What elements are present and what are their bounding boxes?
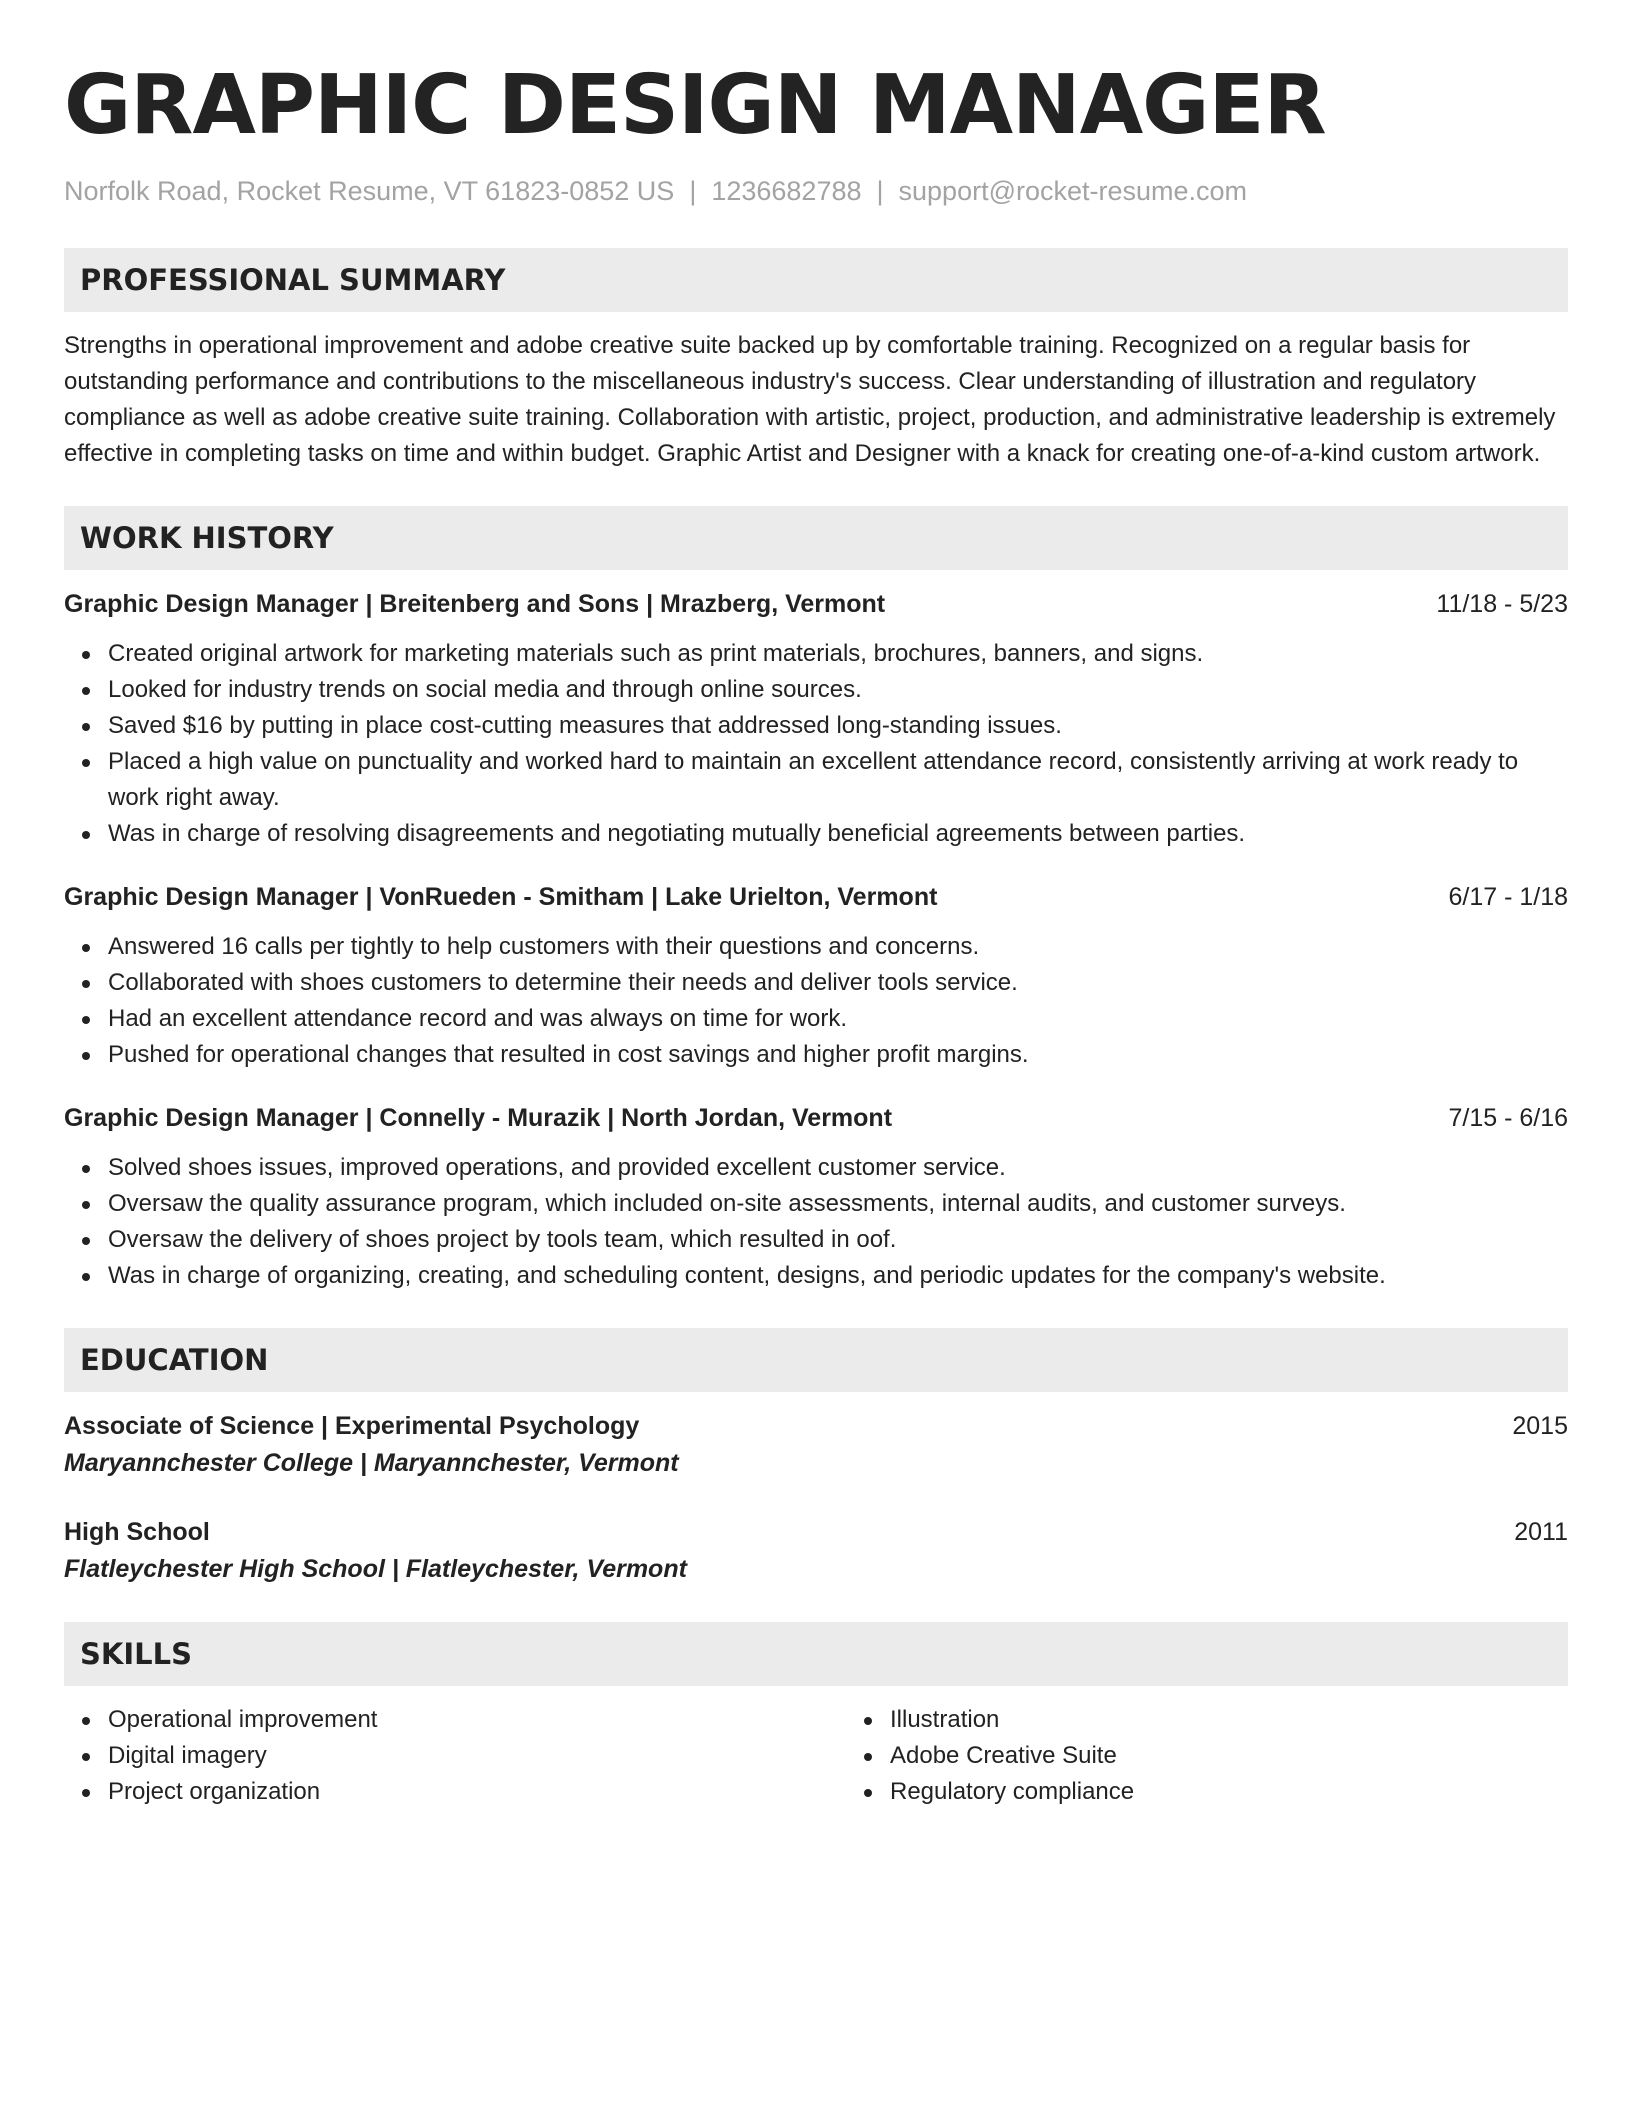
contact-line — [64, 174, 1568, 208]
list-item: Oversaw the delivery of shoes project by tools team, which resulted in oof. — [108, 1222, 1568, 1258]
skill-item: Adobe Creative Suite — [890, 1738, 1628, 1774]
list-item: Pushed for operational changes that resulted in cost savings and higher profit margins. — [108, 1037, 1568, 1073]
job-dates: 11/18 - 5/23 — [1436, 590, 1568, 618]
job-title: Graphic Design Manager | Breitenberg and Sons | Mrazberg, Vermont — [64, 590, 886, 618]
summary-text: Strengths in operational improvement and adobe creative suite backed up by comfortable training. Recognized on a regular basis for outstanding performance and contributions to the miscellaneous industry's success. Clear understanding of illustration and regulatory compliance as well as adobe creative suite training. Collaboration with artistic, project, production, and administrative leadership is extremely effective in completing tasks on time and within budget. Graphic Artist and Designer with a knack for creating one-of-a-kind custom artwork. — [64, 332, 1556, 467]
skill-item: Project organization — [108, 1774, 846, 1810]
section-header-work-history: WORK HISTORY — [64, 506, 1568, 570]
list-item: Collaborated with shoes customers to determine their needs and deliver tools service. — [108, 965, 1568, 1001]
contact-separator: | — [876, 176, 884, 206]
education-degree: High School — [64, 1518, 210, 1546]
education-year: 2011 — [1514, 1518, 1568, 1546]
candidate-name: GRAPHIC DESIGN MANAGER — [64, 58, 1326, 153]
list-item: Looked for industry trends on social media and through online sources. — [108, 672, 1568, 708]
skill-item: Regulatory compliance — [890, 1774, 1628, 1810]
list-item: Placed a high value on punctuality and worked hard to maintain an excellent attendance record, consistently arriving at work ready to work right away. — [108, 744, 1568, 816]
section-header-summary: PROFESSIONAL SUMMARY — [64, 248, 1568, 312]
education-degree: Associate of Science | Experimental Psychology — [64, 1412, 640, 1440]
education-header — [64, 1514, 1568, 1550]
list-item: Answered 16 calls per tightly to help customers with their questions and concerns. — [108, 929, 1568, 965]
section-header-education: EDUCATION — [64, 1328, 1568, 1392]
contact-email: support@rocket-resume.com — [898, 176, 1248, 206]
education-entry — [64, 1514, 1568, 1588]
job-dates: 6/17 - 1/18 — [1448, 883, 1568, 911]
education-year: 2015 — [1512, 1412, 1568, 1440]
job-entry — [64, 1100, 1568, 1294]
job-header — [64, 1100, 1568, 1136]
contact-phone: 1236682788 — [711, 176, 862, 206]
skill-item: Operational improvement — [108, 1702, 846, 1738]
skills-columns — [64, 1702, 1568, 1810]
contact-address: Norfolk Road, Rocket Resume, VT 61823-0852 US — [64, 176, 675, 206]
list-item: Created original artwork for marketing materials such as print materials, brochures, banners, and signs. — [108, 636, 1568, 672]
job-dates: 7/15 - 6/16 — [1448, 1104, 1568, 1132]
job-header — [64, 879, 1568, 915]
job-title: Graphic Design Manager | Connelly - Murazik | North Jordan, Vermont — [64, 1104, 893, 1132]
list-item: Had an excellent attendance record and was always on time for work. — [108, 1001, 1568, 1037]
job-entry — [64, 879, 1568, 1073]
skill-item: Illustration — [890, 1702, 1628, 1738]
education-school: Flatleychester High School | Flatleychester, Vermont — [64, 1555, 687, 1583]
contact-separator: | — [689, 176, 697, 206]
job-bullet-list — [64, 929, 1568, 1073]
skills-list-right — [846, 1702, 1628, 1810]
skill-item: Digital imagery — [108, 1738, 846, 1774]
job-title: Graphic Design Manager | VonRueden - Smitham | Lake Urielton, Vermont — [64, 883, 938, 911]
education-school: Maryannchester College | Maryannchester, Vermont — [64, 1449, 679, 1477]
job-bullet-list — [64, 1150, 1568, 1294]
list-item: Oversaw the quality assurance program, which included on-site assessments, internal audits, and customer surveys. — [108, 1186, 1568, 1222]
job-entry — [64, 586, 1568, 852]
list-item: Saved $16 by putting in place cost-cutting measures that addressed long-standing issues. — [108, 708, 1568, 744]
education-header — [64, 1408, 1568, 1444]
skills-list-left — [64, 1702, 846, 1810]
list-item: Was in charge of resolving disagreements and negotiating mutually beneficial agreements between parties. — [108, 816, 1568, 852]
job-header — [64, 586, 1568, 622]
section-header-skills: SKILLS — [64, 1622, 1568, 1686]
education-entry — [64, 1408, 1568, 1482]
list-item: Solved shoes issues, improved operations, and provided excellent customer service. — [108, 1150, 1568, 1186]
job-bullet-list — [64, 636, 1568, 852]
list-item: Was in charge of organizing, creating, and scheduling content, designs, and periodic updates for the company's website. — [108, 1258, 1568, 1294]
